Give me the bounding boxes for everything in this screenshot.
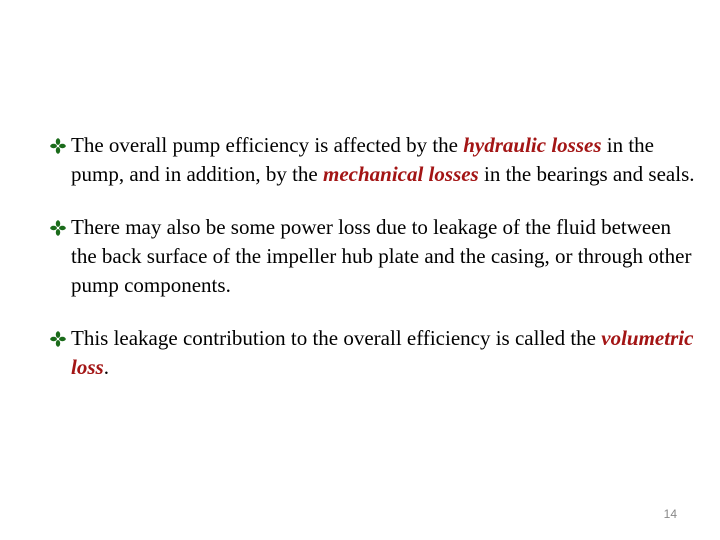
bullet-text: This leakage contribution to the overall efficiency is called the: [71, 326, 602, 350]
bullet-text: .: [103, 355, 109, 379]
bullet-text: in the bearings and seals.: [478, 162, 695, 186]
bullet-text: in the pump, and in addition, by the: [71, 133, 654, 186]
diamond-bullet-icon: [50, 220, 66, 236]
bullet-list: [50, 131, 700, 406]
bullet-item-overall-efficiency: [50, 131, 700, 189]
emphasis-volumetric-loss: volumetric loss: [71, 326, 694, 379]
bullet-item-leakage: [50, 213, 700, 300]
bullet-text: There may also be some power loss due to leakage of the fluid between the back surface of the impeller hub plate and the casing, or through other pump components.: [71, 215, 692, 297]
bullet-text: The overall pump efficiency is affected by the: [71, 133, 464, 157]
page-number: 14: [663, 507, 677, 521]
emphasis-mechanical-losses: mechanical losses: [322, 162, 479, 186]
diamond-bullet-icon: [50, 331, 66, 347]
diamond-bullet-icon: [50, 138, 66, 154]
emphasis-hydraulic-losses: hydraulic losses: [463, 133, 602, 157]
bullet-item-volumetric-loss: [50, 324, 700, 382]
